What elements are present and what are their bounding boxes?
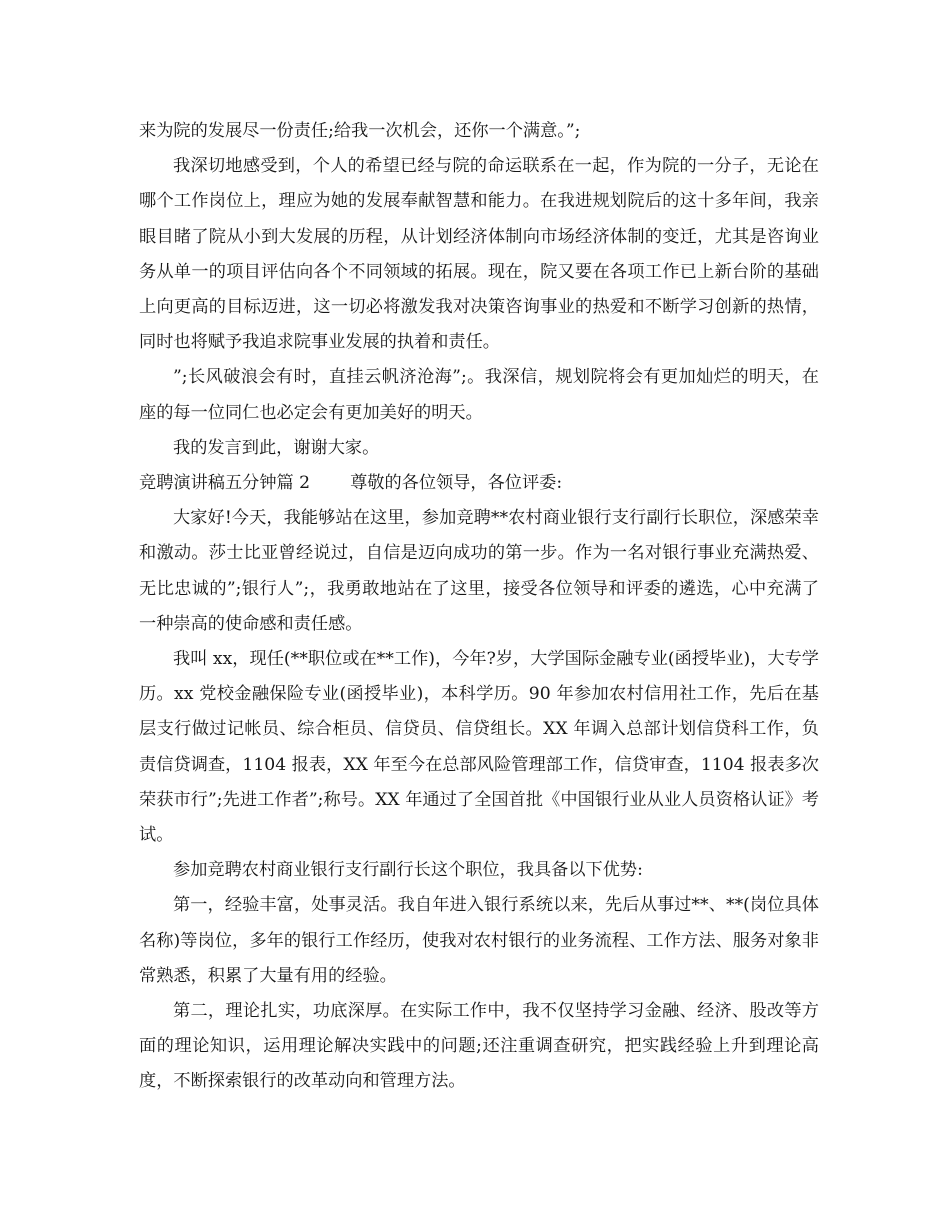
paragraph: 第一，经验丰富，处事灵活。我自年进入银行系统以来，先后从事过**、**(岗位具体名称)等岗位，多年的银行工作经历，使我对农村银行的业务流程、工作方法、服务对象非常熟悉，积累了大量有用的经验。 [139, 895, 819, 986]
paragraph: ”;长风破浪会有时，直挂云帆济沧海”;。我深信，规划院将会有更加灿烂的明天，在座的每一位同仁也必定会有更加美好的明天。 [139, 367, 819, 423]
paragraph: 我深切地感受到，个人的希望已经与院的命运联系在一起，作为院的一分子，无论在哪个工作岗位上，理应为她的发展奉献智慧和能力。在我进规划院后的这十多年间，我亲眼目睹了院从小到大发展的历程，从计划经济体制向市场经济体制的变迁，尤其是咨询业务从单一的项目评估向各个不同领域的拓展。现在，院又要在各项工作已上新台阶的基础上向更高的目标迈进，这一切必将激发我对决策咨询事业的热爱和不断学习创新的热情，同时也将赋予我追求院事业发展的执着和责任。 [139, 156, 819, 353]
paragraph: 第二，理论扎实，功底深厚。在实际工作中，我不仅坚持学习金融、经济、股改等方面的理论知识，运用理论解决实践中的问题;还注重调查研究，把实践经验上升到理论高度，不断探索银行的改革动向和管理方法。 [139, 1001, 819, 1092]
paragraph: 来为院的发展尽一份责任;给我一次机会，还你一个满意。”; [139, 121, 581, 141]
paragraph: 我叫 xx，现任(**职位或在**工作)，今年?岁，大学国际金融专业(函授毕业)，大专学历。xx 党校金融保险专业(函授毕业)，本科学历。90 年参加农村信用社工作，先后在基层支行做过记帐员、综合柜员、信贷员、信贷组长。XX 年调入总部计划信贷科工作，负责信贷调查，1104 报表，XX 年至今在总部风险管理部工作，信贷审查，1104 报表多次荣获市行”;先进工作者”;称号。XX 年通过了全国首批《中国银行业从业人员资格认证》考试。 [139, 649, 819, 846]
paragraph: 大家好!今天，我能够站在这里，参加竞聘**农村商业银行支行副行长职位，深感荣幸和激动。莎士比亚曾经说过，自信是迈向成功的第一步。作为一名对银行事业充满热爱、无比忠诚的”;银行人”;，我勇敢地站在了这里，接受各位领导和评委的遴选，心中充满了一种崇高的使命感和责任感。 [139, 508, 819, 634]
document-body [139, 114, 819, 1100]
paragraph: 参加竞聘农村商业银行支行副行长这个职位，我具备以下优势: [173, 860, 643, 881]
section-heading-line [139, 466, 819, 501]
section-heading: 竞聘演讲稿五分钟篇 2 [139, 473, 311, 494]
salutation: 尊敬的各位领导，各位评委: [350, 473, 563, 494]
paragraph: 我的发言到此，谢谢大家。 [173, 437, 380, 458]
